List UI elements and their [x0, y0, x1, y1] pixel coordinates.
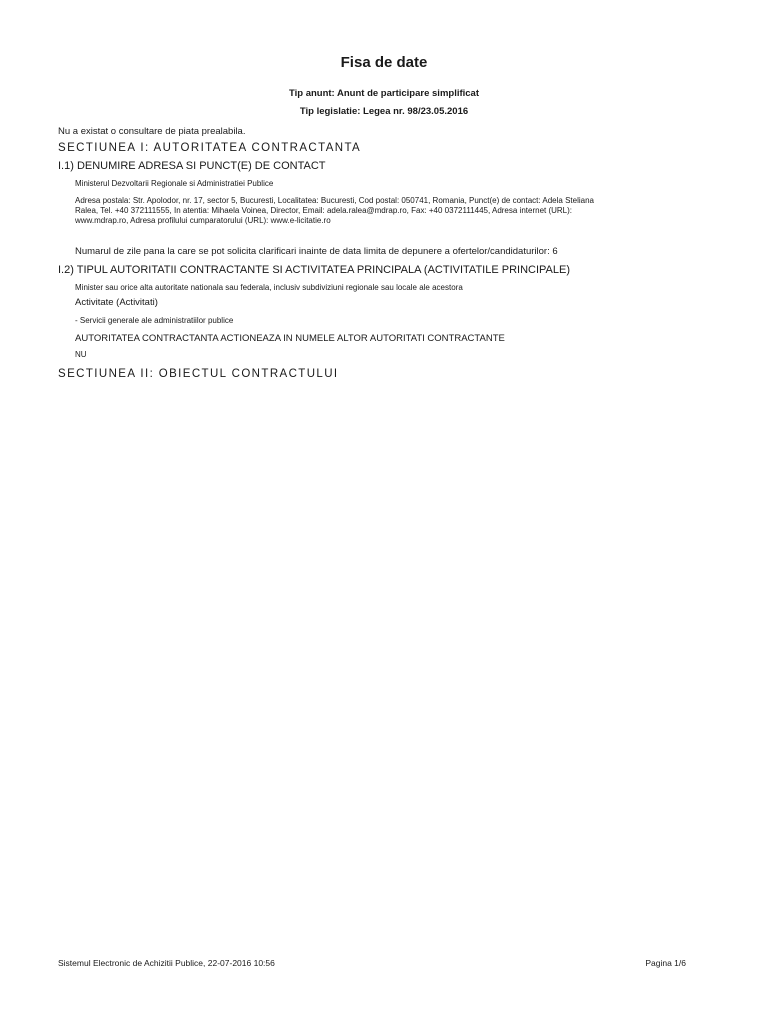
adresa-line-1: Adresa postala: Str. Apolodor, nr. 17, sector 5, Bucuresti, Localitatea: Bucuresti, Cod postal: 050741, Romania, Punct(e) de contact: Adela Steliana [75, 196, 594, 205]
actioneaza-label: AUTORITATEA CONTRACTANTA ACTIONEAZA IN NUMELE ALTOR AUTORITATI CONTRACTANTE [75, 333, 505, 344]
numar-zile-clarificari: Numarul de zile pana la care se pot solicita clarificari inainte de data limita de depunere a ofertelor/candidaturilor: 6 [75, 246, 558, 257]
tip-autoritate: Minister sau orice alta autoritate nationala sau federala, inclusiv subdiviziuni regionale sau locale ale acestora [75, 283, 463, 292]
document-title: Fisa de date [340, 54, 428, 71]
section-2-heading: SECTIUNEA II: OBIECTUL CONTRACTULUI [58, 368, 339, 380]
tip-legislatie: Tip legislatie: Legea nr. 98/23.05.2016 [299, 106, 469, 117]
adresa-line-2: Ralea, Tel. +40 372111555, In atentia: Mihaela Voinea, Director, Email: adela.ralea@mdrap.ro, Fax: +40 0372111445, Adresa internet (URL): [75, 206, 573, 215]
section-i2-heading: I.2) TIPUL AUTORITATII CONTRACTANTE SI ACTIVITATEA PRINCIPALA (ACTIVITATILE PRINCIPALE) [58, 264, 570, 276]
adresa-line-3: www.mdrap.ro, Adresa profilului cumparatorului (URL): www.e-licitatie.ro [75, 216, 331, 225]
section-1-heading: SECTIUNEA I: AUTORITATEA CONTRACTANTA [58, 142, 362, 154]
activitate-label: Activitate (Activitati) [75, 297, 158, 308]
tip-anunt: Tip anunt: Anunt de participare simplificat [288, 88, 480, 99]
actioneaza-value: NU [75, 350, 87, 359]
section-i1-heading: I.1) DENUMIRE ADRESA SI PUNCT(E) DE CONTACT [58, 160, 326, 172]
page-number: Pagina 1/6 [645, 958, 686, 968]
consultare-text: Nu a existat o consultare de piata prealabila. [58, 126, 246, 137]
ministerul-name: Ministerul Dezvoltarii Regionale si Administratiei Publice [75, 179, 274, 188]
footer-left: Sistemul Electronic de Achizitii Publice, 22-07-2016 10:56 [58, 958, 275, 968]
activitate-value: - Servicii generale ale administratiilor publice [75, 316, 234, 325]
